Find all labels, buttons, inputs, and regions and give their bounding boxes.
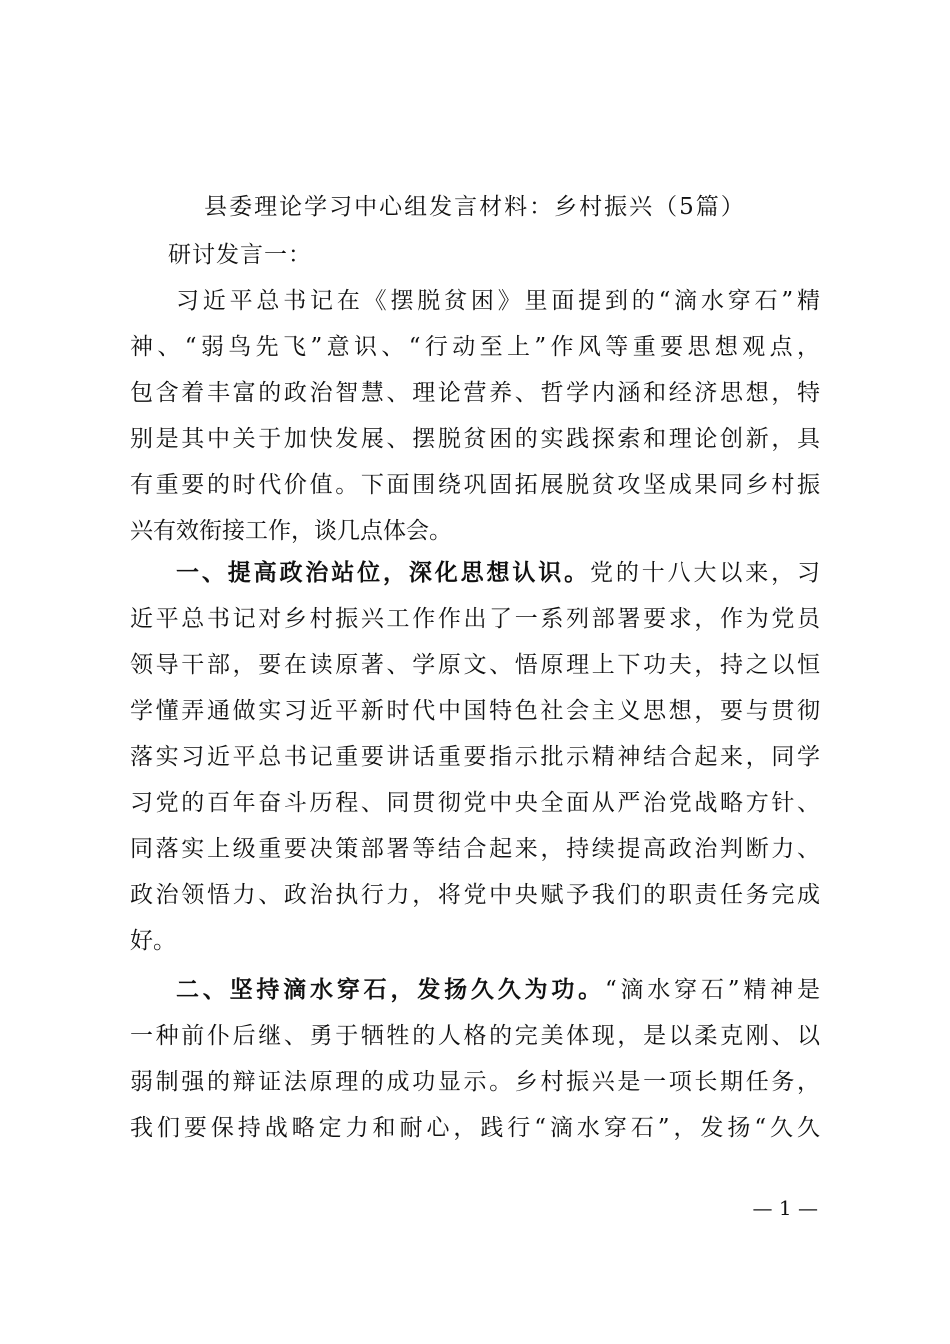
heading-continuation: “滴水穿石”精神是 [604,977,820,1003]
document-title: 县委理论学习中心组发言材料：乡村振兴（5篇） [204,194,746,220]
paragraph-section-one [130,550,820,964]
heading-continuation: 党的十八大以来，习 [590,560,820,586]
paragraph-line: 落实习近平总书记重要讲话重要指示批示精神结合起来，同学 [130,744,820,770]
paragraph-intro [130,278,820,554]
paragraph-line [130,967,820,1013]
paragraph-line: 好。 [130,928,176,954]
paragraph-line: 近平总书记对乡村振兴工作作出了一系列部署要求，作为党员 [130,606,820,632]
section-heading: 二、坚持滴水穿石，发扬久久为功。 [176,976,605,1003]
paragraph-line: 兴有效衔接工作，谈几点体会。 [130,518,452,544]
paragraph-section-two [130,967,820,1151]
paragraph-line: 弱制强的辩证法原理的成功显示。乡村振兴是一项长期任务， [130,1069,820,1095]
paragraph-line: 同落实上级重要决策部署等结合起来，持续提高政治判断力、 [130,836,820,862]
section-heading: 一、提高政治站位，深化思想认识。 [176,559,590,586]
paragraph-line: 神、“弱鸟先飞”意识、“行动至上”作风等重要思想观点， [130,334,820,360]
paragraph-line [130,550,820,596]
paragraph-line: 习党的百年奋斗历程、同贯彻党中央全面从严治党战略方针、 [130,790,820,816]
paragraph-line: 一种前仆后继、勇于牺牲的人格的完美体现，是以柔克刚、以 [130,1023,820,1049]
paragraph-line: 包含着丰富的政治智慧、理论营养、哲学内涵和经济思想，特 [130,380,820,406]
paragraph-line: 别是其中关于加快发展、摆脱贫困的实践探索和理论创新，具 [130,426,820,452]
paragraph-line: 习近平总书记在《摆脱贫困》里面提到的“滴水穿石”精 [176,288,820,314]
page-number: — 1 — [752,1196,818,1220]
paragraph-line: 政治领悟力、政治执行力，将党中央赋予我们的职责任务完成 [130,882,820,908]
paragraph-line: 我们要保持战略定力和耐心，践行“滴水穿石”，发扬“久久 [130,1115,820,1141]
section-subtitle: 研讨发言一： [168,242,312,268]
paragraph-line: 有重要的时代价值。下面围绕巩固拓展脱贫攻坚成果同乡村振 [130,472,820,498]
paragraph-line: 领导干部，要在读原著、学原文、悟原理上下功夫，持之以恒 [130,652,820,678]
paragraph-line: 学懂弄通做实习近平新时代中国特色社会主义思想，要与贯彻 [130,698,820,724]
